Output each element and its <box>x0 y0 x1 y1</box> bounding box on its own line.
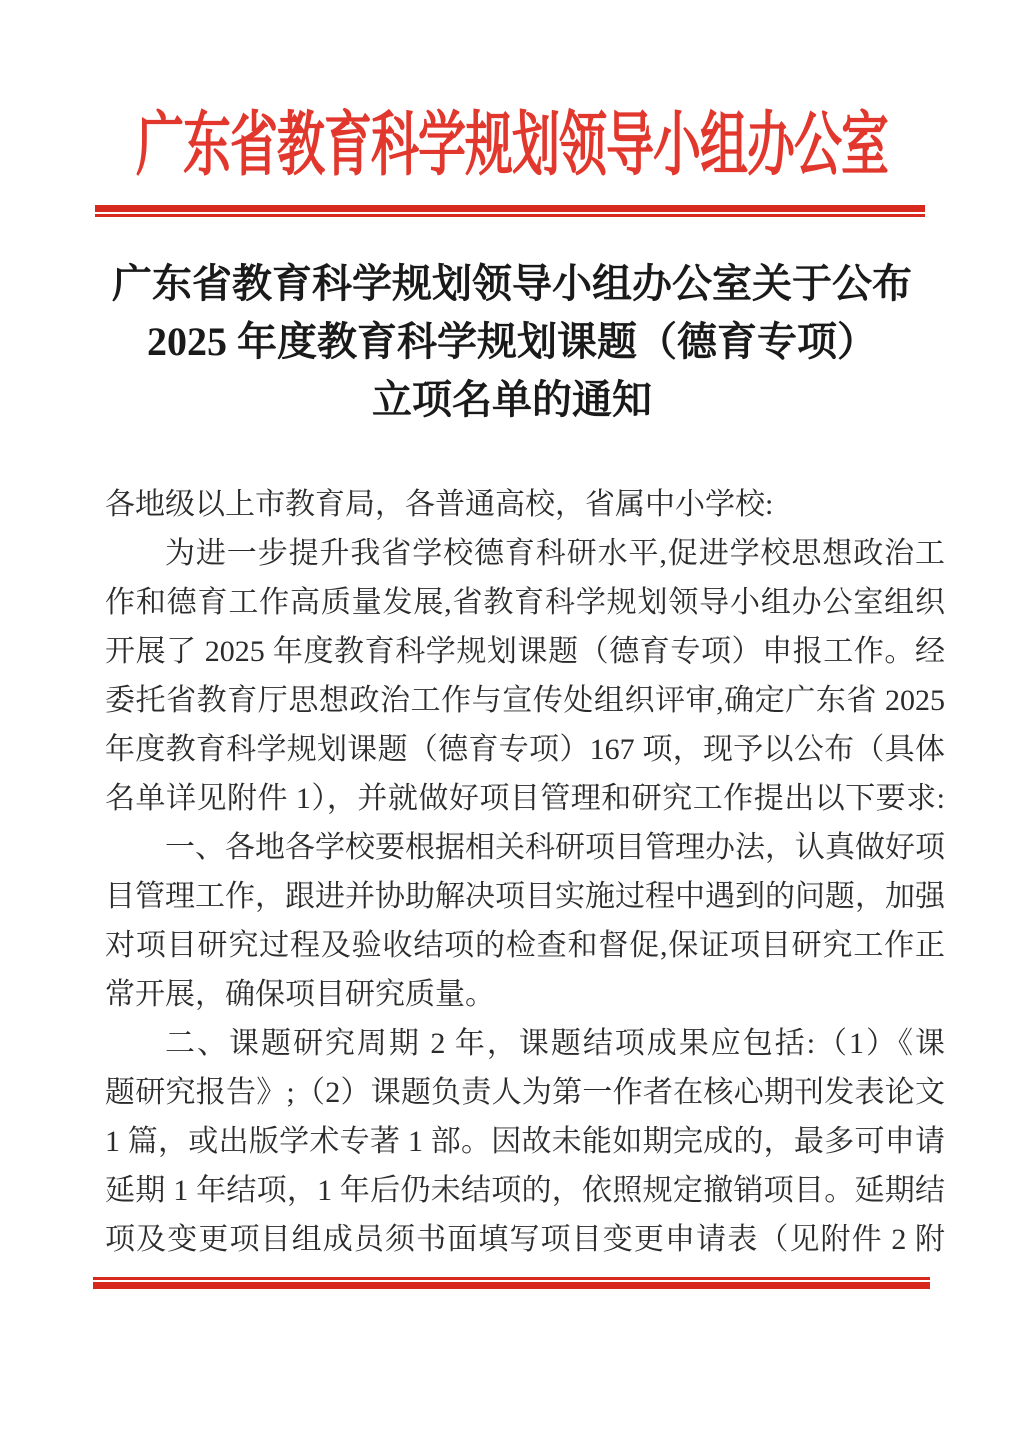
body-line: 为进一步提升我省学校德育科研水平,促进学校思想政治工 <box>165 537 945 570</box>
body-line: 开展了 2025 年度教育科学规划课题（德育专项）申报工作。经 <box>105 635 945 668</box>
body-line: 对项目研究过程及验收结项的检查和督促,保证项目研究工作正 <box>105 929 945 962</box>
body-line: 项及变更项目组成员须书面填写项目变更申请表（见附件 2 附 <box>105 1223 945 1256</box>
body-line: 委托省教育厅思想政治工作与宣传处组织评审,确定广东省 2025 <box>105 684 945 717</box>
doc-title-line-3: 立项名单的通知 <box>372 377 652 422</box>
footer-double-rule <box>93 1277 930 1289</box>
body-line: 目管理工作，跟进并协助解决项目实施过程中遇到的问题，加强 <box>105 880 945 913</box>
body-line: 题研究报告》;（2）课题负责人为第一作者在核心期刊发表论文 <box>105 1076 945 1109</box>
body-line-salutation: 各地级以上市教育局，各普通高校，省属中小学校: <box>105 488 774 521</box>
body-line: 年度教育科学规划课题（德育专项）167 项，现予以公布（具体 <box>105 733 945 766</box>
header-double-rule <box>95 205 925 217</box>
doc-title <box>60 255 964 429</box>
document-body <box>105 480 945 1264</box>
body-line: 常开展，确保项目研究质量。 <box>105 978 495 1011</box>
body-line: 名单详见附件 1），并就做好项目管理和研究工作提出以下要求: <box>105 782 945 815</box>
body-line: 延期 1 年结项，1 年后仍未结项的，依照规定撤销项目。延期结 <box>105 1174 945 1207</box>
body-line: 作和德育工作高质量发展,省教育科学规划领导小组办公室组织 <box>105 586 945 619</box>
body-line: 一、各地各学校要根据相关科研项目管理办法，认真做好项 <box>165 831 945 864</box>
masthead-org-title: 广东省教育科学规划领导小组办公室 <box>135 107 888 185</box>
doc-title-line-1: 广东省教育科学规划领导小组办公室关于公布 <box>112 261 912 306</box>
doc-title-line-2: 2025 年度教育科学规划课题（德育专项） <box>147 319 877 364</box>
body-line: 1 篇，或出版学术专著 1 部。因故未能如期完成的，最多可申请 <box>105 1125 945 1158</box>
body-line: 二、课题研究周期 2 年，课题结项成果应包括:（1）《课 <box>165 1027 945 1060</box>
